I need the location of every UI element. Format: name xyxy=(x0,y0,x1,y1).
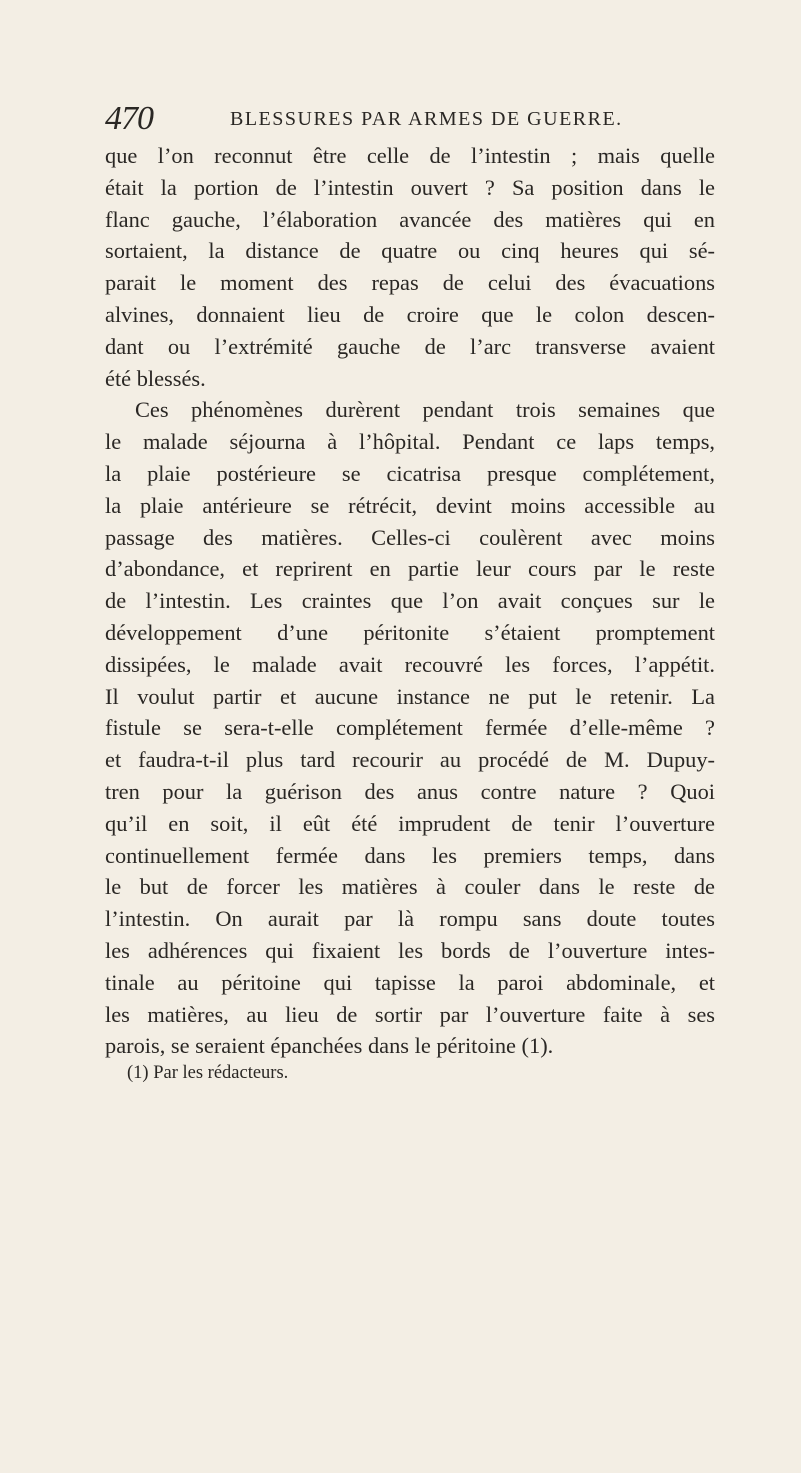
text-line: tren pour la guérison des anus contre nature ? Quoi xyxy=(105,778,715,804)
page-number: 470 xyxy=(105,100,153,137)
text-line: la plaie antérieure se rétrécit, devint moins accessible au xyxy=(105,492,715,518)
text-line: qu’il en soit, il eût été imprudent de tenir l’ouverture xyxy=(105,810,715,836)
text-line: passage des matières. Celles-ci coulèrent avec moins xyxy=(105,524,715,550)
text-line: les matières, au lieu de sortir par l’ouverture faite à ses xyxy=(105,1001,715,1027)
text-line: flanc gauche, l’élaboration avancée des matières qui en xyxy=(105,206,715,232)
text-line: était la portion de l’intestin ouvert ? Sa position dans le xyxy=(105,174,715,200)
running-title: BLESSURES PAR ARMES DE GUERRE. xyxy=(230,108,623,130)
text-line: que l’on reconnut être celle de l’intestin ; mais quelle xyxy=(105,143,715,168)
text-line: le malade séjourna à l’hôpital. Pendant ce laps temps, xyxy=(105,429,715,455)
paragraph-2 xyxy=(105,394,715,1062)
text-line: été blessés. xyxy=(105,365,206,391)
text-line: Ces phénomènes durèrent pendant trois semaines que xyxy=(135,397,715,423)
text-line: dant ou l’extrémité gauche de l’arc transverse avaient xyxy=(105,333,715,359)
text-line: de l’intestin. Les craintes que l’on avait conçues sur le xyxy=(105,588,715,614)
text-line: et faudra-t-il plus tard recourir au procédé de M. Dupuy- xyxy=(105,747,715,773)
text-line: parait le moment des repas de celui des évacuations xyxy=(105,270,715,296)
text-line: l’intestin. On aurait par là rompu sans doute toutes xyxy=(105,906,715,932)
text-line: les adhérences qui fixaient les bords de l’ouverture intes- xyxy=(105,937,715,963)
running-head xyxy=(105,100,725,140)
text-line: Il voulut partir et aucune instance ne put le retenir. La xyxy=(105,683,715,709)
text-line: développement d’une péritonite s’étaient promptement xyxy=(105,619,715,645)
text-line: sortaient, la distance de quatre ou cinq heures qui sé- xyxy=(105,238,715,264)
text-line: continuellement fermée dans les premiers temps, dans xyxy=(105,842,715,868)
text-line: le but de forcer les matières à couler dans le reste de xyxy=(105,874,715,900)
footnote: (1) Par les rédacteurs. xyxy=(127,1063,289,1083)
paragraph-1 xyxy=(105,140,715,394)
body-text xyxy=(105,140,715,1062)
text-line: parois, se seraient épanchées dans le péritoine (1). xyxy=(105,1033,554,1059)
text-line: tinale au péritoine qui tapisse la paroi abdominale, et xyxy=(105,969,715,995)
text-line: dissipées, le malade avait recouvré les forces, l’appétit. xyxy=(105,651,715,677)
text-line: la plaie postérieure se cicatrisa presque complétement, xyxy=(105,460,715,486)
text-line: alvines, donnaient lieu de croire que le colon descen- xyxy=(105,301,715,327)
text-line: d’abondance, et reprirent en partie leur cours par le reste xyxy=(105,556,715,582)
text-line: fistule se sera-t-elle complétement fermée d’elle-même ? xyxy=(105,715,715,741)
